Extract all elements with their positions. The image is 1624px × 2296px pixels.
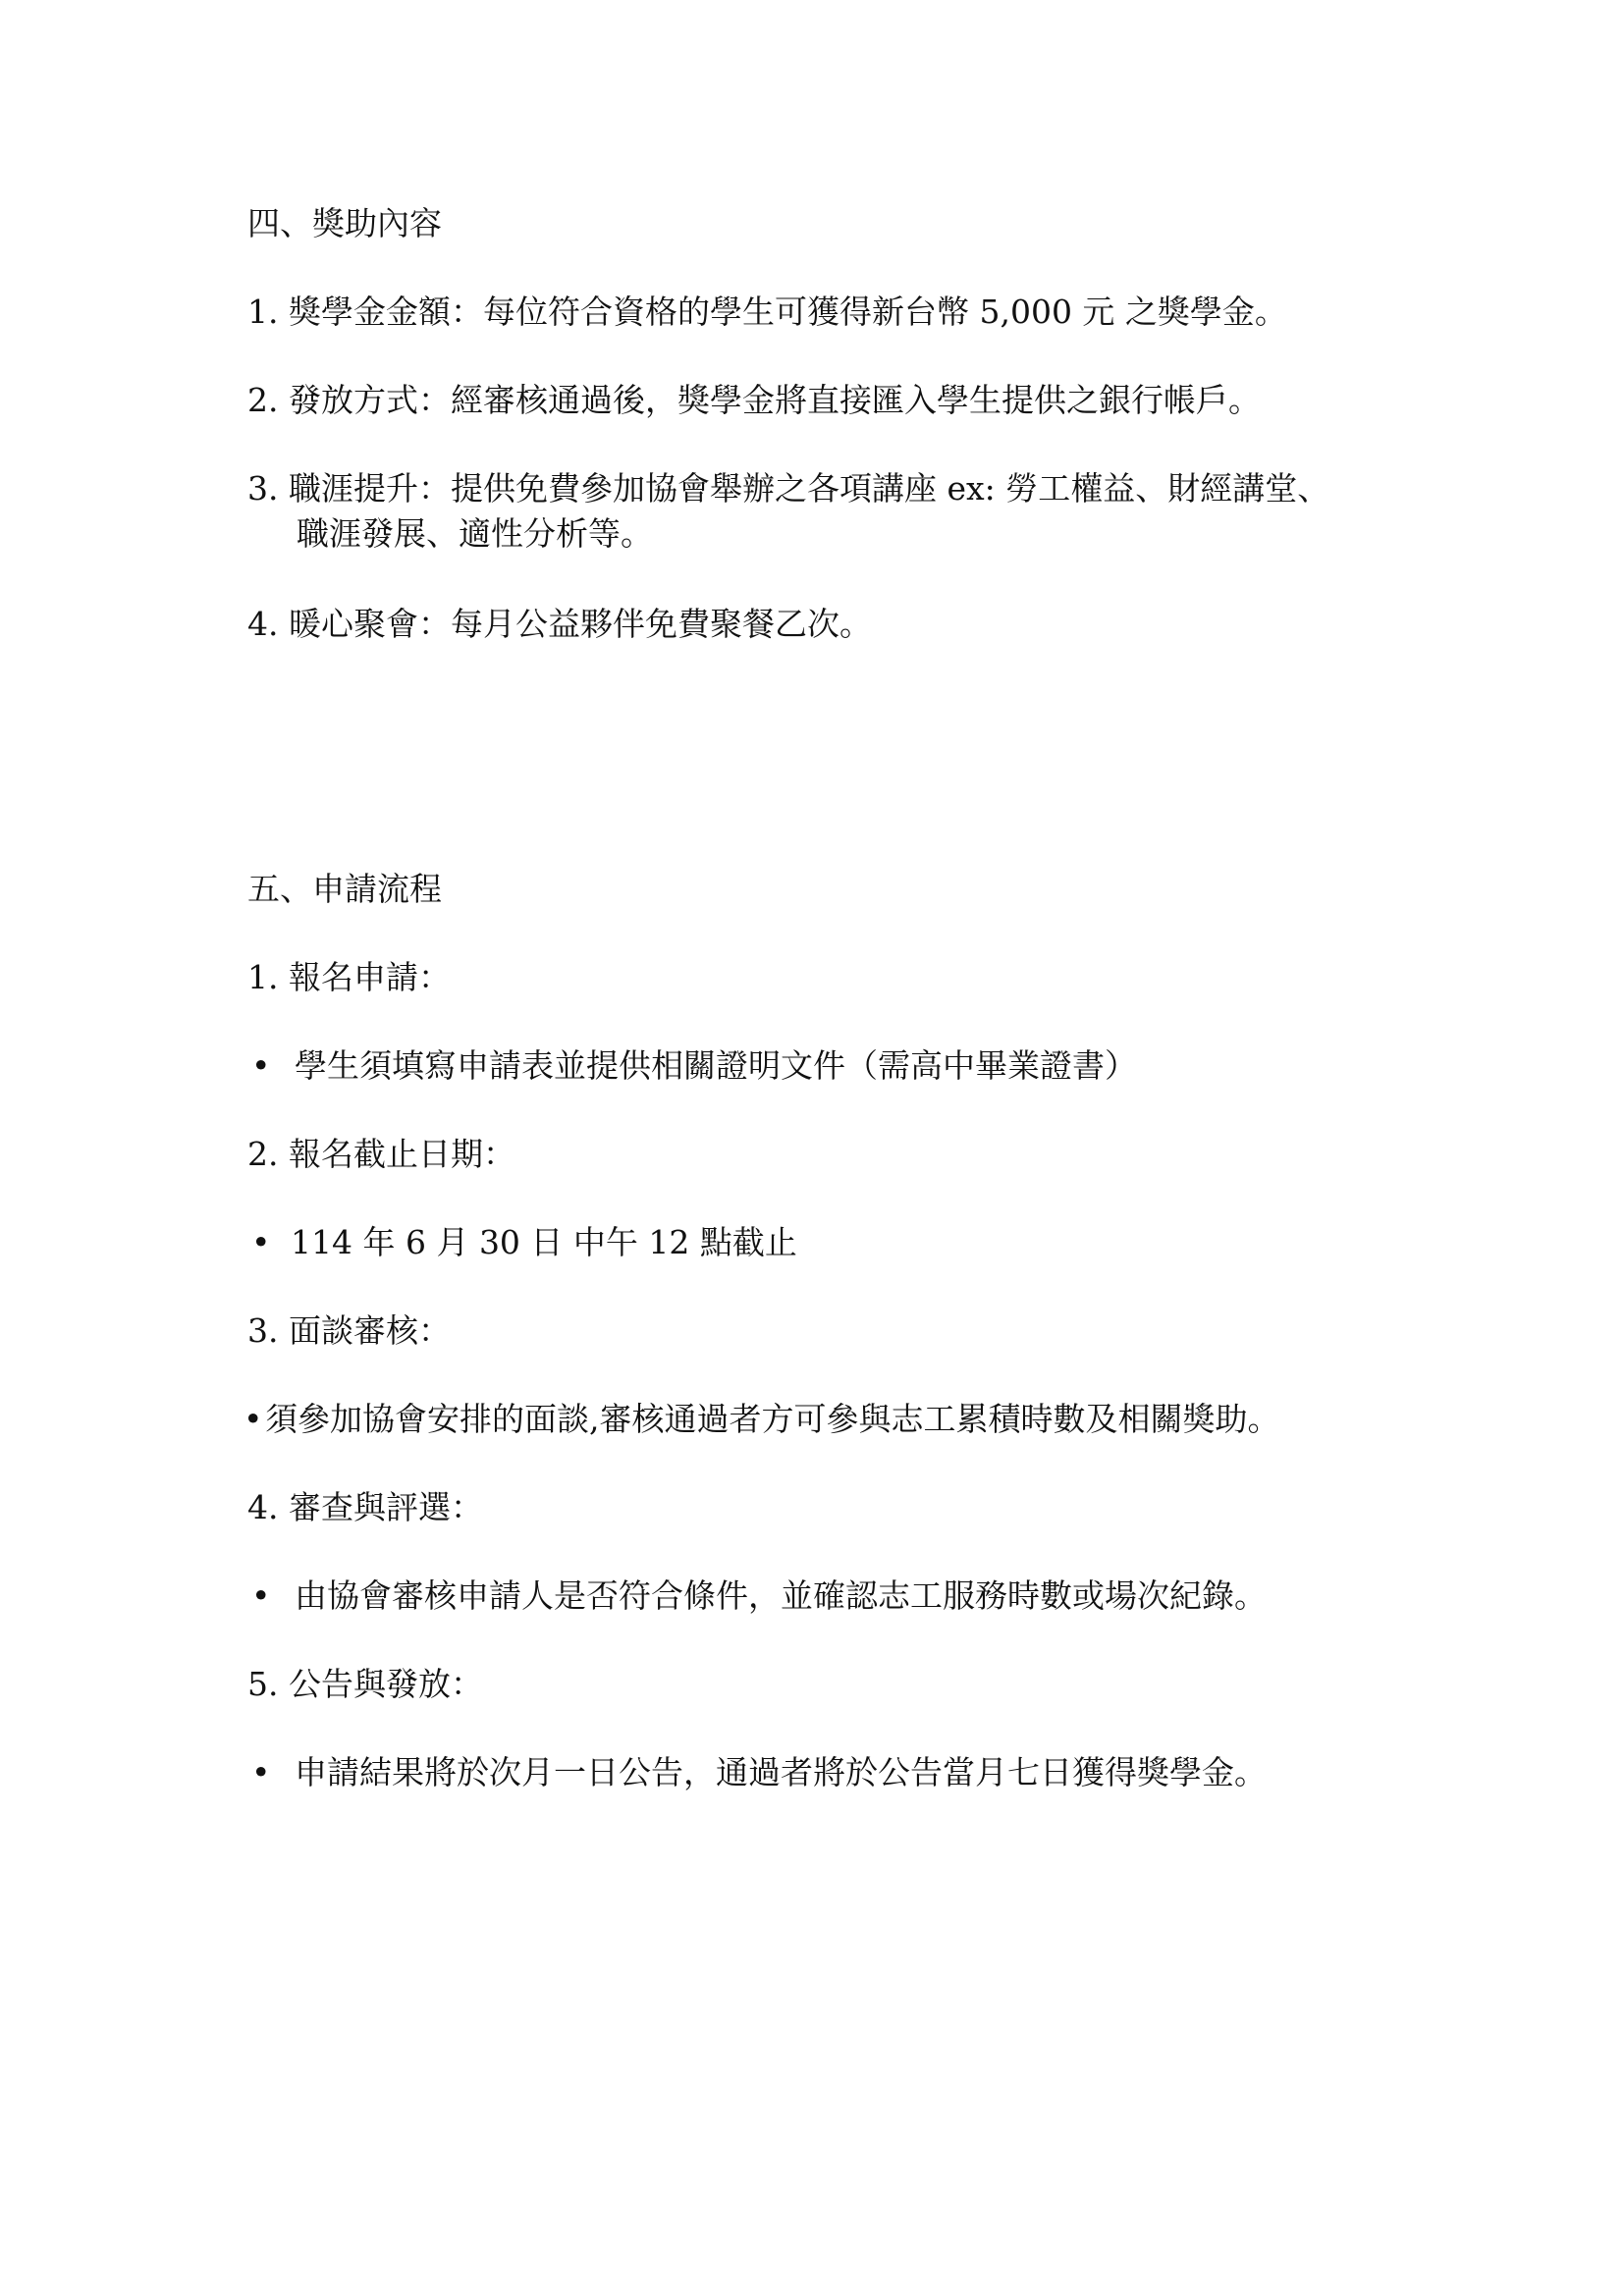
process-step-2-detail xyxy=(251,1221,797,1264)
process-step-4-detail xyxy=(251,1575,1267,1618)
bullet-icon: • xyxy=(244,1400,263,1438)
award-item-payment: 2. 發放方式：經審核通過後，獎學金將直接匯入學生提供之銀行帳戶。 xyxy=(247,381,1261,419)
bullet-icon: • xyxy=(251,1576,271,1615)
award-item-gathering: 4. 暖心聚會：每月公益夥伴免費聚餐乙次。 xyxy=(247,605,872,643)
section-heading-process: 五、申請流程 xyxy=(247,870,442,908)
process-step-1-text: 學生須填寫申請表並提供相關證明文件（需高中畢業證書） xyxy=(295,1046,1137,1085)
bullet-icon: • xyxy=(251,1223,271,1261)
bullet-icon: • xyxy=(251,1046,271,1085)
process-step-5-text: 申請結果將於次月一日公告，通過者將於公告當月七日獲得獎學金。 xyxy=(295,1753,1267,1791)
process-step-4-text: 由協會審核申請人是否符合條件，並確認志工服務時數或場次紀錄。 xyxy=(295,1576,1267,1615)
process-step-1-label: 1. 報名申請： xyxy=(247,958,451,996)
process-step-5-label: 5. 公告與發放： xyxy=(247,1665,483,1703)
bullet-icon: • xyxy=(251,1753,271,1791)
award-item-career-continuation: 職涯發展、適性分析等。 xyxy=(297,514,653,553)
award-item-career: 3. 職涯提升：提供免費參加協會舉辦之各項講座 ex: 勞工權益、財經講堂、 xyxy=(247,469,1330,507)
process-step-5-detail xyxy=(251,1751,1267,1794)
section-heading-awards: 四、獎助內容 xyxy=(247,204,442,242)
process-step-3-text: 須參加協會安排的面談,審核通過者方可參與志工累積時數及相關獎助。 xyxy=(265,1400,1280,1438)
process-step-3-detail xyxy=(244,1398,1280,1441)
process-step-2-text: 114 年 6 月 30 日 中午 12 點截止 xyxy=(291,1223,797,1261)
process-step-3-label: 3. 面談審核： xyxy=(247,1311,451,1350)
award-item-amount: 1. 獎學金金額：每位符合資格的學生可獲得新台幣 5,000 元 之獎學金。 xyxy=(247,293,1287,331)
process-step-4-label: 4. 審查與評選： xyxy=(247,1488,483,1526)
process-step-1-detail xyxy=(251,1044,1137,1088)
process-step-2-label: 2. 報名截止日期： xyxy=(247,1135,515,1173)
